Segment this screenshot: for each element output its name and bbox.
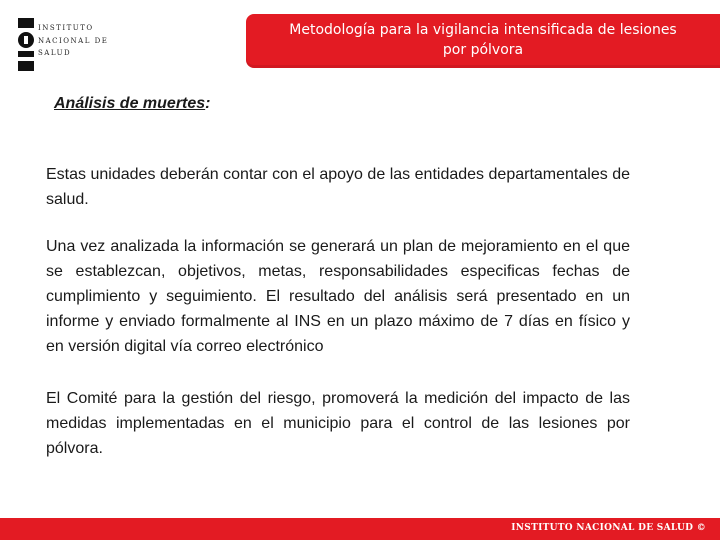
header-banner: [246, 14, 720, 68]
page-title: Metodología para la vigilancia intensificada de lesiones por pólvora: [289, 22, 677, 58]
logo-line: INSTITUTO: [38, 24, 94, 32]
section-heading-suffix: :: [205, 95, 211, 112]
paragraph: El Comité para la gestión del riesgo, promoverá la medición del impacto de las medidas implementadas en el municipio para el control de las lesiones por pólvora.: [46, 390, 630, 457]
section-heading: [54, 95, 211, 113]
paragraph: Una vez analizada la información se generará un plan de mejoramiento en el que se establezcan, objetivos, metas, responsabilidades especificas fechas de cumplimiento y seguimiento. El resultado del análisis será presentado en un informe y enviado formalmente al INS en un plazo máximo de 7 días en físico y en versión digital vía correo electrónico: [46, 238, 630, 355]
footer-banner: [0, 518, 720, 540]
paragraph: Estas unidades deberán contar con el apoyo de las entidades departamentales de salud.: [46, 166, 630, 208]
footer-text: INSTITUTO NACIONAL DE SALUD ©: [511, 523, 706, 533]
logo-line: SALUD: [38, 49, 72, 57]
ins-logo-icon: [16, 18, 36, 72]
section-heading-text: Análisis de muertes: [54, 95, 206, 112]
logo-line: NACIONAL DE: [38, 36, 109, 45]
ins-logo: [12, 14, 109, 76]
logo-wordmark: [38, 22, 108, 60]
